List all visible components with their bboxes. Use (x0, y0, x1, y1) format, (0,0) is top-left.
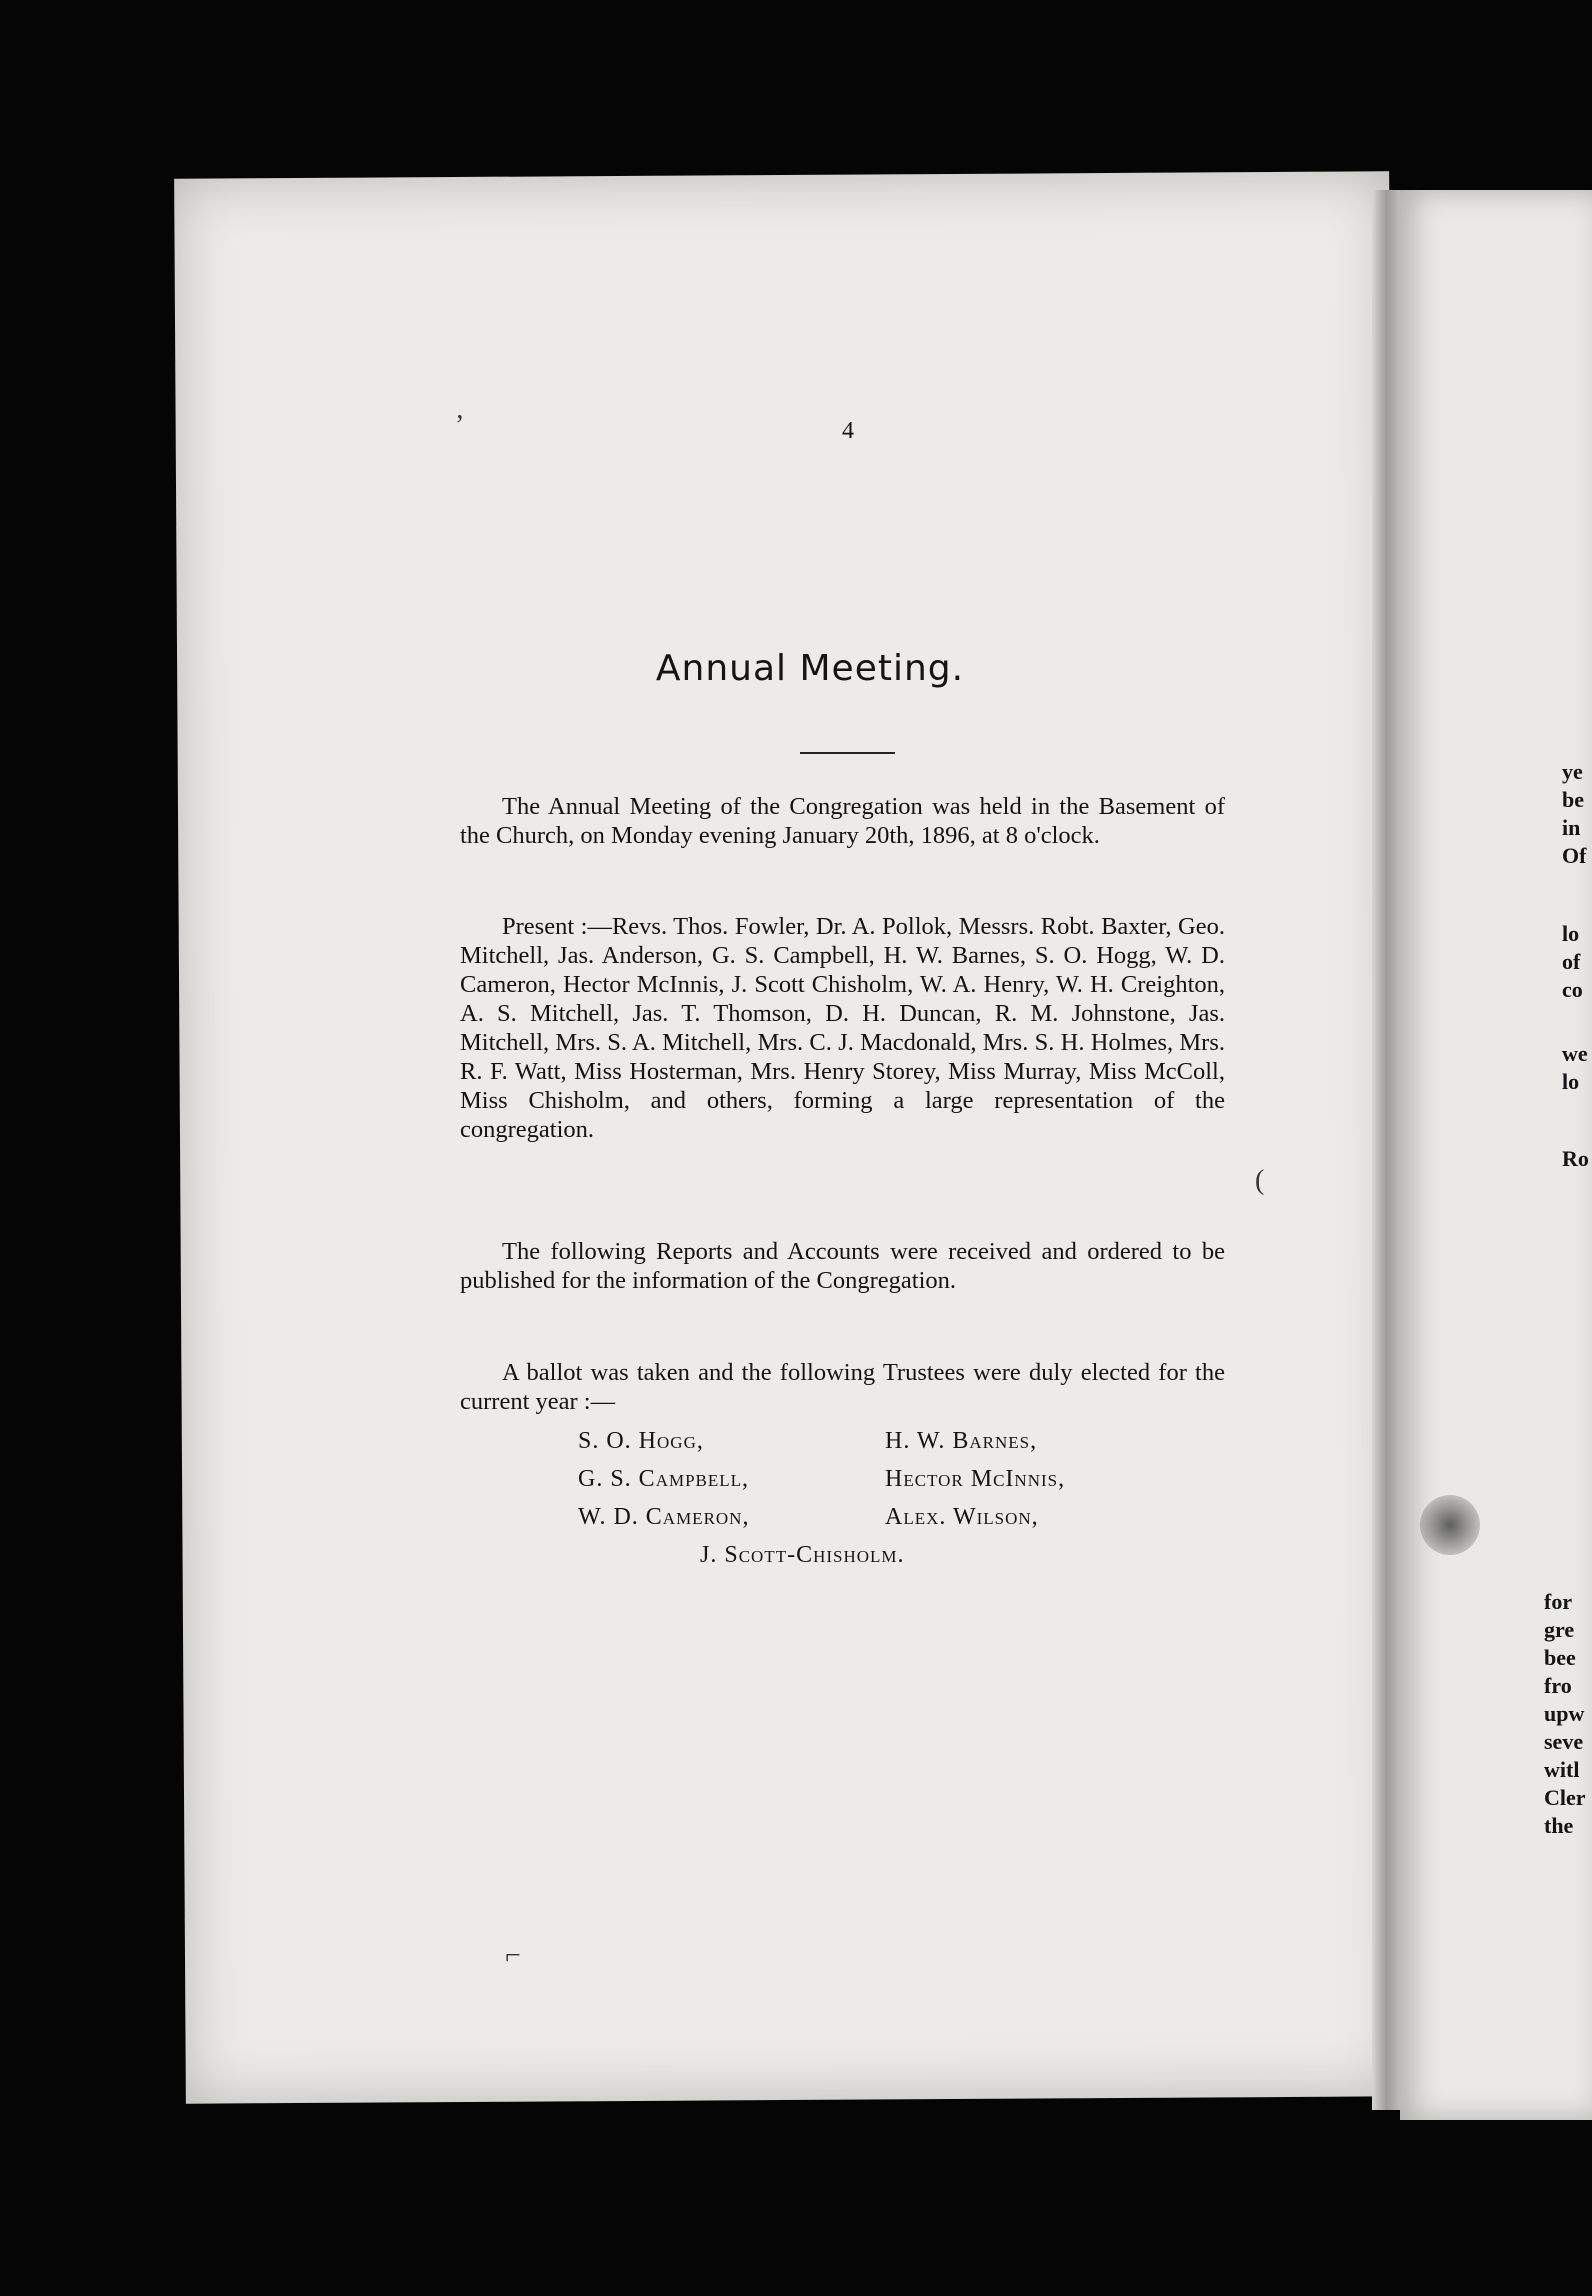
paragraph-reports (460, 1237, 1225, 1295)
paragraph-meeting (460, 792, 1225, 850)
right-page-fragment: gre (1544, 1617, 1575, 1642)
right-page-fragment: ye (1562, 759, 1583, 784)
ink-stain (1420, 1495, 1480, 1555)
right-page-fragment-group (1544, 1588, 1586, 1840)
right-page-fragment-group (1562, 1040, 1588, 1096)
trustee-column-left (578, 1428, 749, 1542)
trustee-name: Hector McInnis, (885, 1466, 1066, 1492)
right-page-fragment: be (1562, 787, 1584, 812)
pencil-mark: ⌐ (505, 1940, 521, 1971)
paragraph-text: Present :—Revs. Thos. Fowler, Dr. A. Pollok, Messrs. Robt. Baxter, Geo. Mitchell, Jas. Anderson, G. S. Campbell, H. W. Barnes, S. O. Hogg, W. D. Cameron, Hector McInnis, J. Scott Chisholm, W. A. Henry, W. H. Creighton, A. S. Mitchell, Jas. T. Thomson, D. H. Duncan, R. M. Johnstone, Jas. Mitchell, Mrs. S. A. Mitchell, Mrs. C. J. Macdonald, Mrs. S. H. Holmes, Mrs. R. F. Watt, Miss Hosterman, Mrs. Henry Storey, Miss Murray, Miss McColl, Miss Chisholm, and others, forming a large representation of the congregation. (460, 913, 1225, 1143)
right-page-fragment: we (1562, 1041, 1588, 1066)
trustee-name: W. D. Cameron, (578, 1504, 750, 1530)
right-page-fragment: the (1544, 1813, 1574, 1838)
right-page-fragment: Of (1562, 843, 1587, 868)
right-page-fragment: in (1562, 815, 1581, 840)
paragraph-ballot (460, 1358, 1225, 1416)
right-page-fragment: Cler (1544, 1785, 1586, 1810)
paragraph-text: The following Reports and Accounts were received and ordered to be published for the information of the Congregation. (460, 1238, 1225, 1294)
trustee-name: Alex. Wilson, (885, 1504, 1039, 1530)
paragraph-text: A ballot was taken and the following Trustees were duly elected for the current year :— (460, 1359, 1225, 1415)
right-page-fragment: witl (1544, 1757, 1580, 1782)
right-page-fragment-group (1562, 1145, 1589, 1173)
trustee-name-last: J. Scott-Chisholm. (700, 1542, 905, 1568)
right-page-fragment: fro (1544, 1673, 1572, 1698)
page-number: 4 (842, 418, 854, 444)
right-page-fragment: lo (1562, 921, 1580, 946)
paragraph-present (460, 912, 1225, 1144)
right-page-fragment-group (1562, 920, 1583, 1004)
trustee-name: H. W. Barnes, (885, 1428, 1038, 1454)
right-page-fragment: bee (1544, 1645, 1576, 1670)
pencil-mark: ( (1255, 1165, 1265, 1196)
heading-rule (800, 752, 895, 754)
paragraph-text: The Annual Meeting of the Congregation was held in the Basement of the Church, on Monday evening January 20th, 1896, at 8 o'clock. (460, 793, 1225, 849)
page-heading: Annual Meeting. (655, 648, 965, 689)
trustee-name: G. S. Campbell, (578, 1466, 750, 1492)
right-page-fragment: of (1562, 949, 1581, 974)
pencil-mark: ʼ (455, 410, 465, 441)
right-page-fragment: seve (1544, 1729, 1584, 1754)
right-page-fragment: lo (1562, 1069, 1580, 1094)
right-page-fragment-group (1562, 758, 1586, 870)
trustee-name: S. O. Hogg, (578, 1428, 704, 1454)
right-page-fragment: upw (1544, 1701, 1585, 1726)
right-page-fragment: co (1562, 977, 1583, 1002)
right-page-fragment: for (1544, 1589, 1573, 1614)
trustee-column-right (885, 1428, 1065, 1542)
right-page-fragment: Ro (1562, 1146, 1589, 1171)
